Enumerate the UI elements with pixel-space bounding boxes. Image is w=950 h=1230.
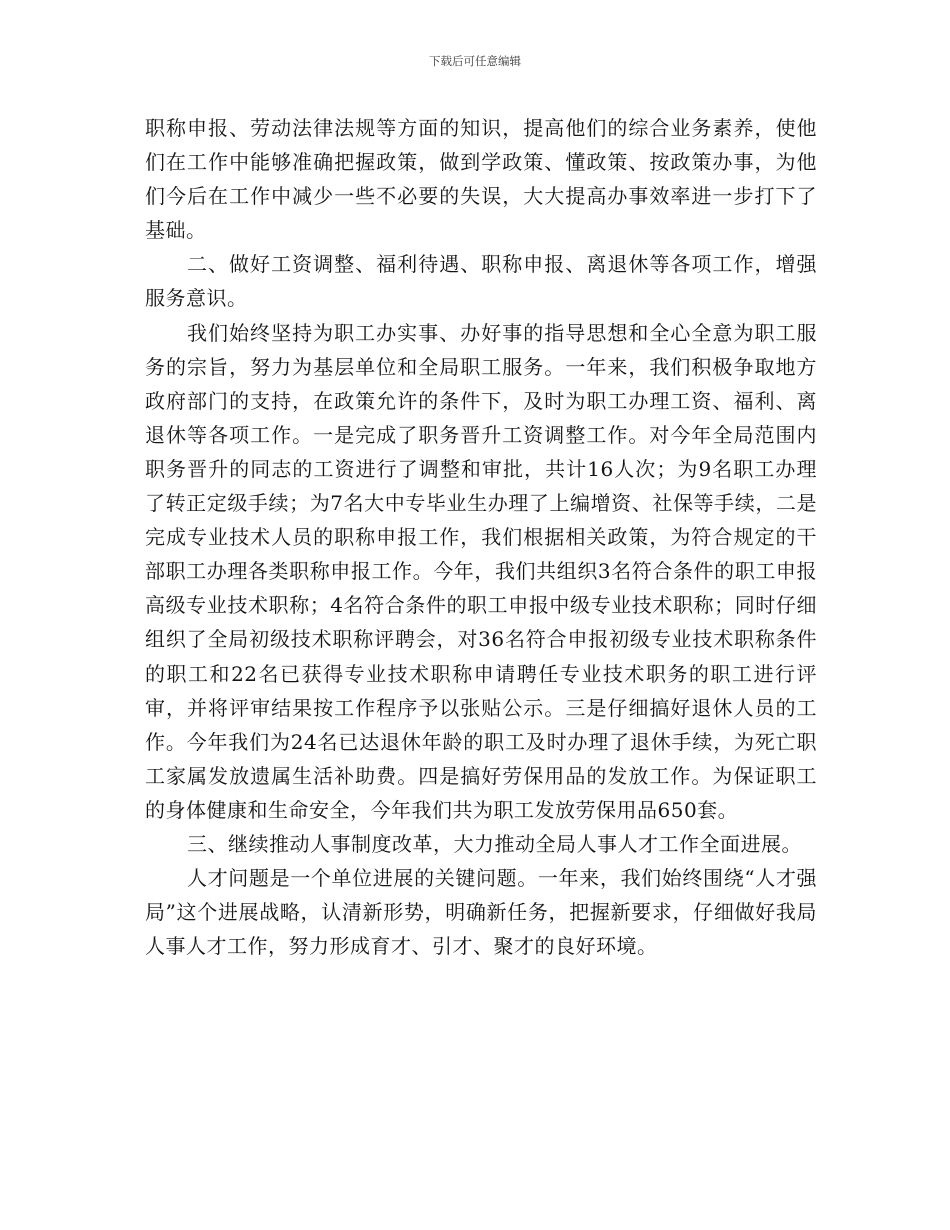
- section-heading-three: 三、继续推动人事制度改革，大力推动全局人事人才工作全面进展。: [187, 831, 802, 856]
- page-header-note: 下载后可任意编辑: [429, 54, 521, 68]
- body-paragraph: 我们始终坚持为职工办实事、办好事的指导思想和全心全意为职工服务的宗旨，努力为基层单位和全局职工服务。一年来，我们积极争取地方政府部门的支持，在政策允许的条件下，及时为职工办理工资、福利、离退休等各项工作。一是完成了职务晋升工资调整工作。对今年全局范围内职务晋升的同志的工资进行了调整和审批，共计16人次；为9名职工办理了转正定级手续；为7名大中专毕业生办理了上编增资、社保等手续，二是完成专业技术人员的职称申报工作，我们根据相关政策，为符合规定的干部职工办理各类职称申报工作。今年，我们共组织3名符合条件的职工申报高级专业技术职称；4名符合条件的职工申报中级专业技术职称；同时仔细组织了全局初级技术职称评聘会，对36名符合申报初级专业技术职称条件的职工和22名已获得专业技术职称申请聘任专业技术职务的职工进行评审，并将评审结果按工作程序予以张贴公示。三是仔细搞好退休人员的工作。今年我们为24名已达退休年龄的职工及时办理了退休手续，为死亡职工家属发放遗属生活补助费。四是搞好劳保用品的发放工作。为保证职工的身体健康和生命安全，今年我们共为职工发放劳保用品650套。: [145, 320, 817, 822]
- body-paragraph: 人才问题是一个单位进展的关键问题。一年来，我们始终围绕“人才强局”这个进展战略，认清新形势，明确新任务，把握新要求，仔细做好我局人事人才工作，努力形成育才、引才、聚才的良好环境。: [145, 866, 817, 959]
- section-heading-two: 二、做好工资调整、福利待遇、职称申报、离退休等各项工作，增强服务意识。: [145, 252, 817, 311]
- document-body: [145, 111, 817, 963]
- body-paragraph: 职称申报、劳动法律法规等方面的知识，提高他们的综合业务素养，使他们在工作中能够准确把握政策，做到学政策、懂政策、按政策办事，为他们今后在工作中减少一些不必要的失误，大大提高办事效率进一步打下了基础。: [145, 116, 817, 243]
